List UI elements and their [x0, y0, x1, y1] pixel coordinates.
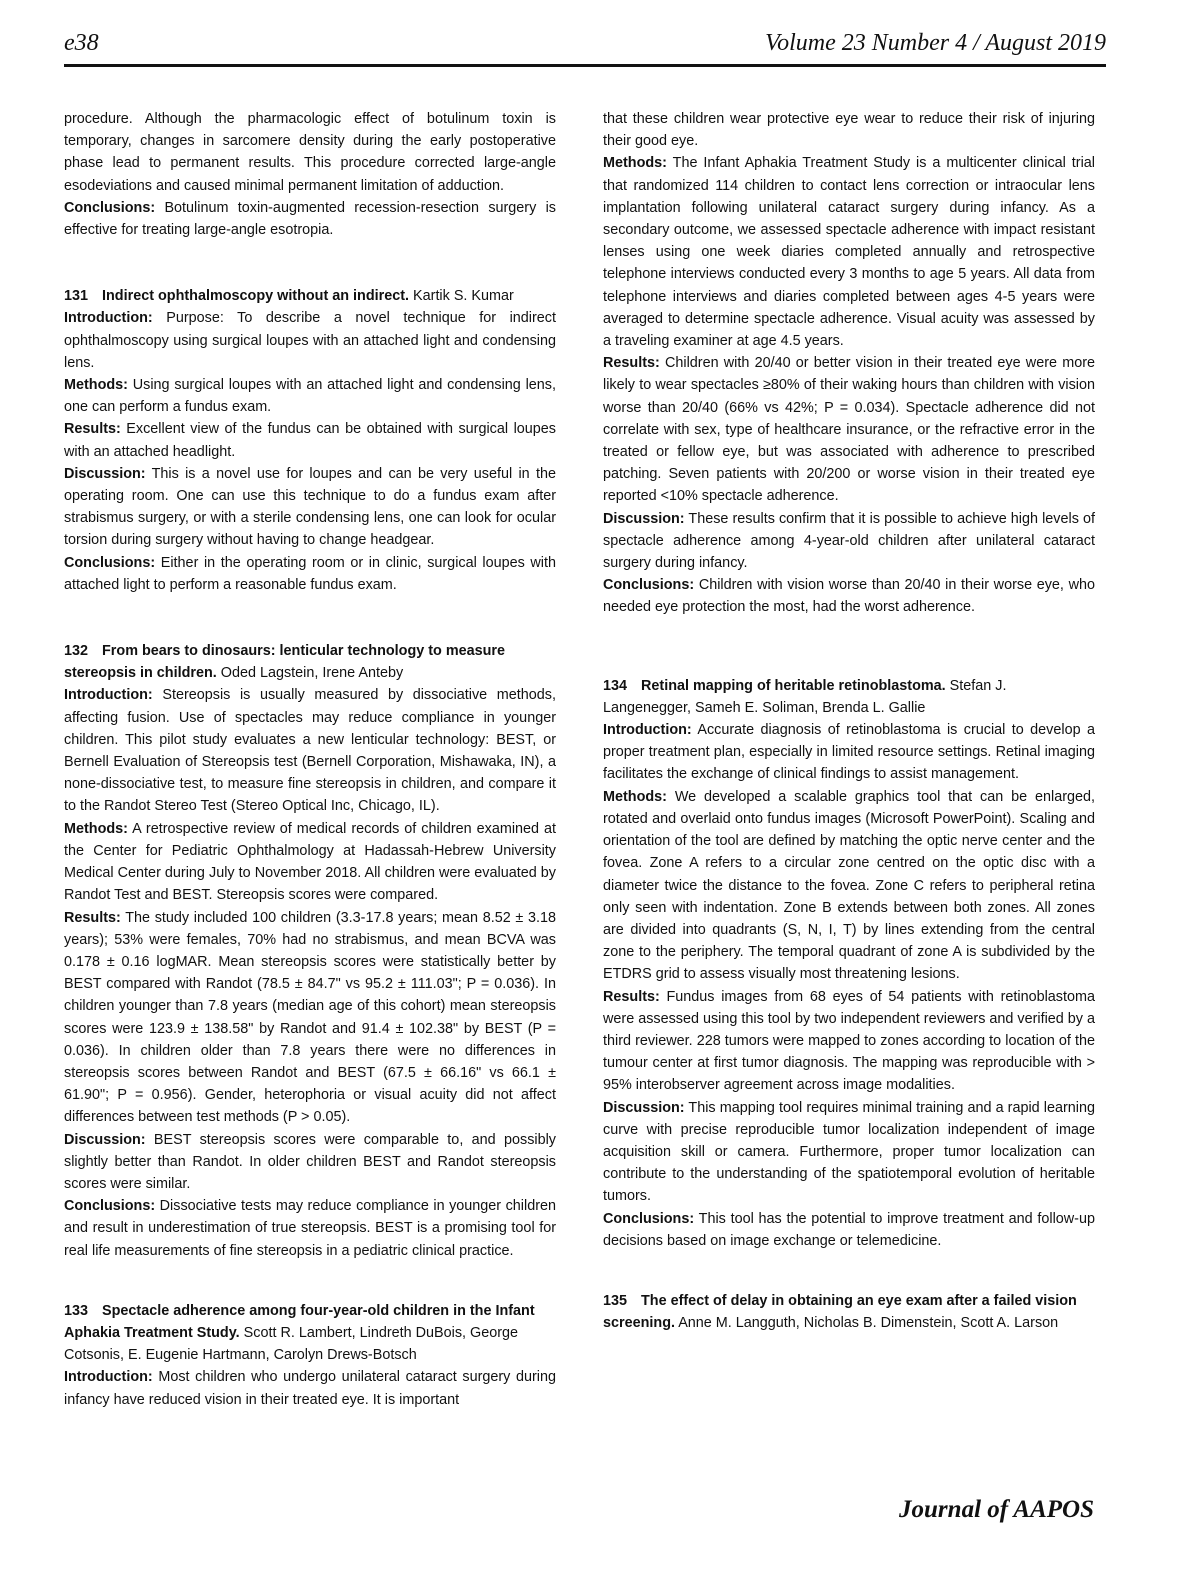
right-column	[603, 108, 1095, 1334]
abstract-131	[64, 285, 556, 596]
introduction-continued: that these children wear protective eye wear to reduce their risk of injuring their good eye.	[603, 111, 1095, 150]
conclusions-paragraph: Conclusions: Children with vision worse than 20/40 in their worse eye, who needed eye protection the most, had the worst adherence.	[603, 577, 1095, 616]
abstract-133-continued	[603, 108, 1095, 619]
continued-text: procedure. Although the pharmacologic effect of botulinum toxin is temporary, changes in sarcomere density during the early postoperative phase lead to permanent results. This procedure corrected large-angle esodeviations and caused minimal permanent limitation of adduction.	[64, 111, 556, 194]
discussion-paragraph: Discussion: BEST stereopsis scores were comparable to, and possibly slightly better than Randot. In older children BEST and Randot stereopsis scores were similar.	[64, 1131, 556, 1192]
abstract-130-continued	[64, 108, 556, 241]
introduction-paragraph: Introduction: Purpose: To describe a novel technique for indirect ophthalmoscopy using surgical loupes with an attached light and condensing lens.	[64, 310, 556, 371]
conclusions-paragraph: Conclusions: Either in the operating room or in clinic, surgical loupes with attached light to perform a reasonable fundus exam.	[64, 554, 556, 593]
abstract-title: 131 Indirect ophthalmoscopy without an indirect. Kartik S. Kumar	[64, 288, 514, 305]
results-paragraph: Results: The study included 100 children (3.3-17.8 years; mean 8.52 ± 3.18 years); 53% were females, 70% had no strabismus, and mean BCVA was 0.178 ± 0.16 logMAR. Mean stereopsis scores were statistically better by BEST compared with Randot (78.5 ± 84.7" vs 95.2 ± 111.03"; P = 0.036). In children younger than 7.8 years (median age of this cohort) mean stereopsis scores were 123.9 ± 138.58" by Randot and 91.4 ± 102.38" by BEST (P = 0.036). In children older than 7.8 years there were no differences in stereopsis scores between Randot and BEST (67.5 ± 66.16" vs 66.1 ± 61.90"; P = 0.956). Gender, heterophoria or visual acuity did not affect differences between test methods (P > 0.05).	[64, 909, 556, 1126]
methods-paragraph: Methods: A retrospective review of medical records of children examined at the Center for Pediatric Ophthalmology at Hadassah-Hebrew University Medical Center during July to November 2018. All children were evaluated by Randot Test and BEST. Stereopsis scores were compared.	[64, 820, 556, 904]
abstract-132	[64, 640, 556, 1262]
discussion-paragraph: Discussion: This is a novel use for loupes and can be very useful in the operating room. One can use this technique to do a fundus exam after strabismus surgery, or with a sterile condensing lens, one can look for ocular torsion during surgery without having to change headgear.	[64, 465, 556, 549]
introduction-paragraph: Introduction: Accurate diagnosis of retinoblastoma is crucial to develop a proper treatment plan, especially in limited resource settings. Retinal imaging facilitates the exchange of clinical findings to assist management.	[603, 722, 1095, 783]
discussion-paragraph: Discussion: This mapping tool requires minimal training and a rapid learning curve with precise reproducible tumor localization independent of image acquisition skill or camera. Furthermore, proper tumor localization can contribute to the understanding of the spatiotemporal evolution of heritable tumors.	[603, 1099, 1095, 1205]
abstract-133	[64, 1300, 556, 1411]
results-paragraph: Results: Children with 20/40 or better vision in their treated eye were more likely to wear spectacles ≥80% of their waking hours than children with vision worse than 20/40 (66% vs 42%; P = 0.034). Spectacle adherence did not correlate with sex, type of healthcare insurance, or the refractive error in the treated or fellow eye, but was associated with adherence to prescribed patching. Seven patients with 20/200 or worse vision in their treated eye reported <10% spectacle adherence.	[603, 355, 1095, 505]
abstract-135	[603, 1290, 1095, 1334]
left-column	[64, 108, 556, 1411]
volume-info: Volume 23 Number 4 / August 2019	[765, 30, 1106, 56]
introduction-paragraph: Introduction: Stereopsis is usually measured by dissociative methods, affecting fusion. Use of spectacles may reduce compliance in younger children. This pilot study evaluates a new lenticular technology: BEST, or Bernell Evaluation of Stereopsis test (Bernell Corporation, Mishawaka, IN), a none-dissociative test, to measure fine stereopsis in children, and compare it to the Randot Stereo Test (Stereo Optical Inc, Chicago, IL).	[64, 687, 556, 815]
discussion-paragraph: Discussion: These results confirm that it is possible to achieve high levels of spectacle adherence among 4-year-old children after unilateral cataract surgery during infancy.	[603, 510, 1095, 572]
abstract-title: 135 The effect of delay in obtaining an eye exam after a failed vision screening. Anne M. Langguth, Nicholas B. Dimenstein, Scott A. Larson	[603, 1292, 1077, 1332]
methods-paragraph: Methods: Using surgical loupes with an attached light and condensing lens, one can perform a fundus exam.	[64, 377, 556, 416]
abstract-134	[603, 675, 1095, 1252]
abstract-title: 132 From bears to dinosaurs: lenticular technology to measure stereopsis in children. Oded Lagstein, Irene Anteby	[64, 643, 506, 682]
results-paragraph: Results: Fundus images from 68 eyes of 54 patients with retinoblastoma were assessed using this tool by two independent reviewers and verified by a third reviewer. 228 tumors were mapped to zones according to location of the tumour center at first tumor diagnosis. The mapping was reproducible with > 95% interobserver agreement across image modalities.	[603, 988, 1095, 1094]
journal-footer: Journal of AAPOS	[899, 1496, 1094, 1523]
abstract-title: 133 Spectacle adherence among four-year-old children in the Infant Aphakia Treatment Study. Scott R. Lambert, Lindreth DuBois, George Cotsonis, E. Eugenie Hartmann, Carolyn Drews-Botsch	[64, 1302, 535, 1364]
methods-paragraph: Methods: The Infant Aphakia Treatment Study is a multicenter clinical trial that randomized 114 children to contact lens correction or intraocular lens implantation following unilateral cataract surgery during infancy. As a secondary outcome, we assessed spectacle adherence with impact resistant lenses using one week diaries completed annually and retrospective telephone interviews conducted every 3 months to age 5 years. All data from telephone interviews and diaries completed between ages 4-5 years were averaged to determine spectacle adherence. Visual acuity was assessed by a traveling examiner at age 4.5 years.	[603, 155, 1095, 350]
methods-paragraph: Methods: We developed a scalable graphics tool that can be enlarged, rotated and overlaid onto fundus images (Microsoft PowerPoint). Scaling and orientation of the tool are defined by matching the optic nerve center and the fovea. Zone A refers to a circular zone centred on the optic disc with a diameter twice the distance to the fovea. Zone C refers to peripheral retina only seen with indentation. Zone B extends between both zones. All zones are divided into quadrants (S, N, I, T) by lines extending from the central zone to the periphery. The temporal quadrant of zone A is subdivided by the ETDRS grid to assess visually most threatening lesions.	[603, 788, 1095, 983]
introduction-paragraph: Introduction: Most children who undergo unilateral cataract surgery during infancy have reduced vision in their treated eye. It is important	[64, 1369, 556, 1408]
results-paragraph: Results: Excellent view of the fundus can be obtained with surgical loupes with an attached headlight.	[64, 421, 556, 460]
conclusions-paragraph: Conclusions: This tool has the potential to improve treatment and follow-up decisions based on image exchange or telemedicine.	[603, 1210, 1095, 1249]
abstract-title: 134 Retinal mapping of heritable retinoblastoma. Stefan J. Langenegger, Sameh E. Soliman, Brenda L. Gallie	[603, 677, 1007, 716]
conclusions-paragraph: Conclusions: Botulinum toxin-augmented recession-resection surgery is effective for treating large-angle esotropia.	[64, 199, 556, 239]
page-header	[64, 28, 1106, 67]
conclusions-paragraph: Conclusions: Dissociative tests may reduce compliance in younger children and result in underestimation of true stereopsis. BEST is a promising tool for real life measurements of fine stereopsis in a pediatric clinical practice.	[64, 1198, 556, 1259]
page-number: e38	[64, 30, 99, 56]
